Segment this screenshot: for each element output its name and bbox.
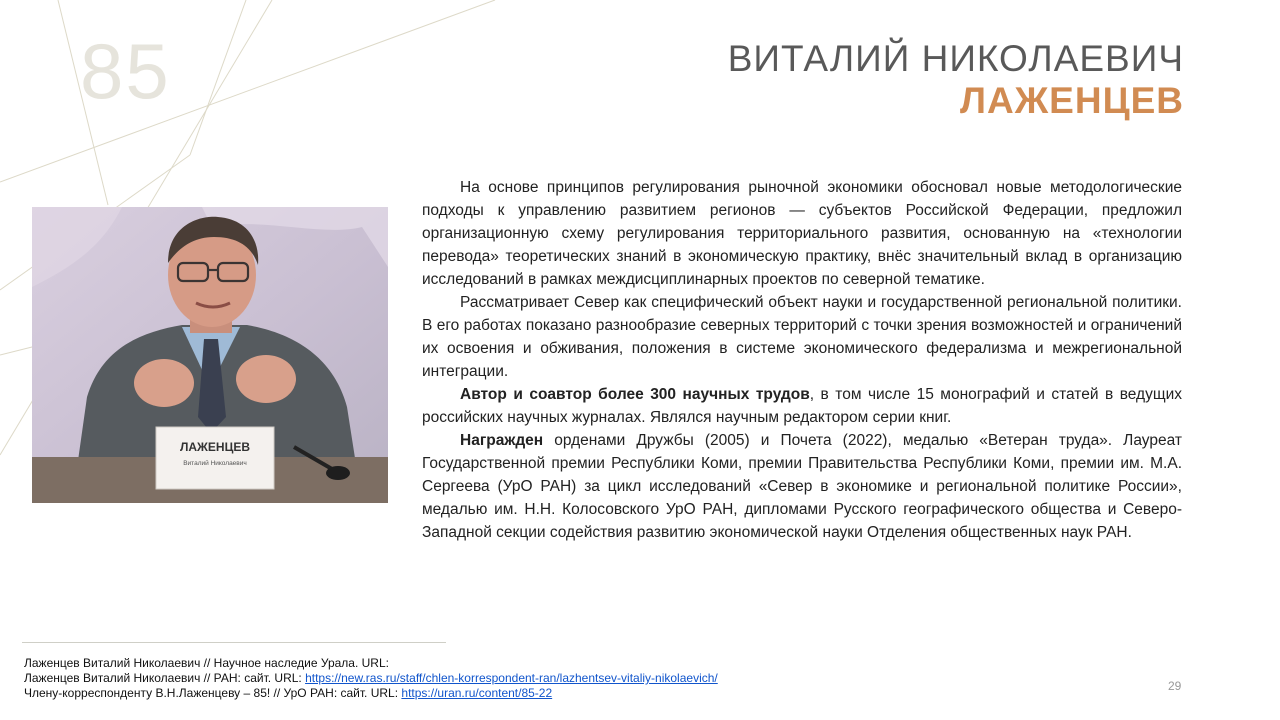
reference-2-link[interactable]: https://new.ras.ru/staff/chlen-korrespondent-ran/lazhentsev-vitaliy-nikolaevich/ [305,671,718,685]
reference-3-text: Члену-корреспонденту В.Н.Лаженцеву – 85! // УрО РАН: сайт. URL: [24,686,402,700]
bio-paragraph-3 [422,383,1182,429]
page-number: 29 [1168,679,1182,693]
bio-paragraph-1: На основе принципов регулирования рыночной экономики обосновал новые методологические подходы к управлению развитием регионов — субъектов Российской Федерации, предложил организационную схему регулирования территориального развития, основанную на «технологии перевода» теоретических знаний в экономическую практику, внёс значительный вклад в организацию исследований в рамках междисциплинарных проектов по северной тематике. [422,179,1182,288]
footer-divider [22,642,446,643]
reference-2 [24,671,718,686]
bio-paragraph-4 [422,429,1182,544]
page-title [728,38,1184,122]
reference-1: Лаженцев Виталий Николаевич // Научное наследие Урала. URL: [24,656,389,670]
portrait-photo [32,207,388,503]
title-first-name: ВИТАЛИЙ НИКОЛАЕВИЧ [727,38,1184,79]
references [24,656,718,701]
bio-paragraph-3-rest: , в том числе 15 монографий и статей в ведущих российских научных журналах. Являлся научным редактором серии книг. [422,386,1182,426]
reference-3 [24,686,718,701]
title-surname: ЛАЖЕНЦЕВ [960,80,1184,121]
bio-paragraph-4-rest: орденами Дружбы (2005) и Почета (2022), медалью «Ветеран труда». Лауреат Государственной премии Республики Коми, премии Правительства Республики Коми, премии им. М.А. Сергеева (УрО РАН) за цикл исследований «Север в экономике и региональной политике России», медалью им. Н.Н. Колосовского УрО РАН, дипломами Русского географического общества и Северо-Западной секции содействия развитию экономической науки Отделения общественных наук РАН. [422,432,1182,541]
nameplate-name: ЛАЖЕНЦЕВ [179,440,251,454]
biography-text [422,176,1182,544]
reference-2-text: Лаженцев Виталий Николаевич // РАН: сайт. URL: [24,671,306,685]
bio-paragraph-2: Рассматривает Север как специфический объект науки и государственной региональной политики. В его работах показано разнообразие северных территорий с точки зрения возможностей и ограничений их освоения и обживания, положения в системе экономического федерализма и межрегиональной интеграции. [422,294,1182,380]
nameplate-subtitle: Виталий Николаевич [183,460,247,467]
slide-number-large: 85 [80,27,171,115]
portrait-illustration [32,207,388,503]
bio-paragraph-4-bold: Награжден [460,432,544,449]
reference-3-link[interactable]: https://uran.ru/content/85-22 [401,686,553,700]
nameplate [156,427,274,489]
bio-paragraph-3-bold: Автор и соавтор более 300 научных трудов [460,386,810,403]
